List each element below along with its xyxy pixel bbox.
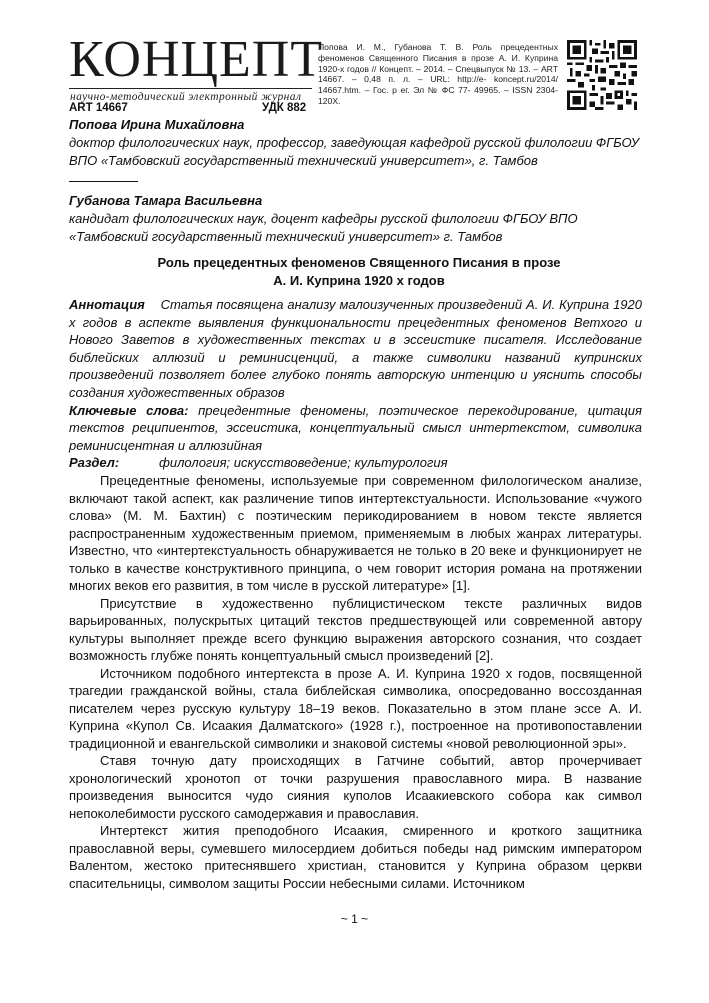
abstract bbox=[69, 296, 642, 402]
section-text: филология; искусствоведение; культурология bbox=[159, 455, 448, 471]
abstract-text: Статья посвящена анализу малоизученных произведений А. И. Куприна 1920 х годов в аспекте выявления функциональности прецедентных феноменов Ветхого и Нового Заветов в художественных текстах и в эссеистике писателя. Исследование библейских аллюзий и реминисценций, а также символики названий купринских произведений позволяет более глубоко понять авторскую интенцию и уяснить способы создания художественных образов bbox=[69, 297, 642, 400]
keywords-text: прецедентные феномены, поэтическое перекодирование, цитация текстов реципиентов, эссеистика, концептуальный смысл интертекстом, символика реминисцентная и аллюзийная bbox=[69, 402, 642, 453]
author-separator bbox=[69, 181, 138, 182]
logo-word: КОНЦЕПТ bbox=[69, 31, 324, 88]
journal-logo bbox=[69, 31, 324, 103]
section bbox=[69, 454, 642, 472]
body-paragraph: Источником подобного интертекста в прозе А. И. Куприна 1920 х годов, посвященной трагедии гражданской войны, стала библейская символика, опосредованно воссозданная писателем через русскую культуру 18–19 веков. Показательно в этом плане эссе А. И. Куприна «Купол Св. Исаакия Далматского» (1928 г.), построенное на противопоставлении традиционной и евангельской символики и знаковой системы «новой революционной эры». bbox=[69, 665, 642, 751]
keywords-label: Ключевые слова: bbox=[69, 402, 189, 418]
logo-underline bbox=[69, 88, 312, 89]
body-paragraph: Интертекст жития преподобного Исаакия, смиренного и кроткого защитника православной веры, сумевшего милосердием добиться победы над римским императором Валентом, жестоко притеснявшего христиан, становится у Куприна образом церкви спасительницы, символом защиты России небесными силами. Источником bbox=[69, 823, 642, 891]
author-2 bbox=[69, 192, 649, 246]
citation-block: Попова И. М., Губанова Т. В. Роль прецедентных феноменов Священного Писания в прозе А. И. Куприна 1920-х годов // Концепт. – 2014. – Спецвыпуск № 13. – ART 14667. – 0,48 п. л. – URL: http://e- koncept.ru/2014/ 14667.htm. – Гос. р ег. Эл № ФС 77- 49965. – ISSN 2304-120X. bbox=[318, 42, 558, 106]
logo-subtitle: научно-методический электронный журнал bbox=[70, 91, 302, 103]
qr-code-icon bbox=[567, 40, 637, 110]
author-name: Попова Ирина Михайловна bbox=[69, 117, 245, 132]
title-line-1: Роль прецедентных феноменов Священного Писания в прозе bbox=[157, 255, 561, 270]
author-name: Губанова Тамара Васильевна bbox=[69, 193, 263, 208]
page-number: ~ 1 ~ bbox=[340, 912, 369, 926]
keywords bbox=[69, 402, 642, 455]
section-label: Раздел: bbox=[69, 455, 120, 471]
article-number: ART 14667 bbox=[69, 102, 128, 114]
author-affiliation: доктор филологических наук, профессор, заведующая кафедрой русской филологии ФГБОУ ВПО «Тамбовский государственный технический университет», г. Тамбов bbox=[69, 135, 640, 168]
body-paragraph: Ставя точную дату происходящих в Гатчине событий, автор прочерчивает хронологический хронотоп от точки разрушения православного мира. В название произведения выносится чудо сияния куполов Исаакиевского собора как символ непоколебимости русского самодержавия и православия. bbox=[69, 753, 642, 821]
title-line-2: А. И. Куприна 1920 х годов bbox=[273, 273, 445, 288]
author-affiliation: кандидат филологических наук, доцент кафедры русской филологии ФГБОУ ВПО «Тамбовский государственный технический университет» г. Тамбов bbox=[69, 211, 578, 244]
body-paragraph: Прецедентные феномены, используемые при современном филологическом анализе, включают такой аспект, как различение типов интертекстуальности. Использование «чужого слова» (М. М. Бахтин) с поэтическим перикодированием в новом тексте является распространенным художественным приемом, применяемым в любых жанрах литературы. Известно, что «интертекстуальность обнаруживается не только в 20 веке и функционирует не только в качестве конструктивного принципа, о чем говорит история романа на протяжении многих веков его развития, в том числе в русской литературе» [1]. bbox=[69, 473, 642, 593]
article-title bbox=[69, 254, 649, 290]
udk-code: УДК 882 bbox=[262, 102, 307, 114]
abstract-block bbox=[69, 296, 642, 472]
body-paragraph: Присутствие в художественно публицистическом тексте различных видов варьированных, полускрытых цитаций текстов предшествующей или современной автору культуры выполняет прежде всего функцию выражения авторского сознания, что создает возможность глубже понять концептуальный смысл произведений [2]. bbox=[69, 595, 642, 663]
author-1 bbox=[69, 116, 649, 170]
abstract-label: Аннотация bbox=[69, 297, 145, 312]
article-body bbox=[69, 472, 642, 892]
